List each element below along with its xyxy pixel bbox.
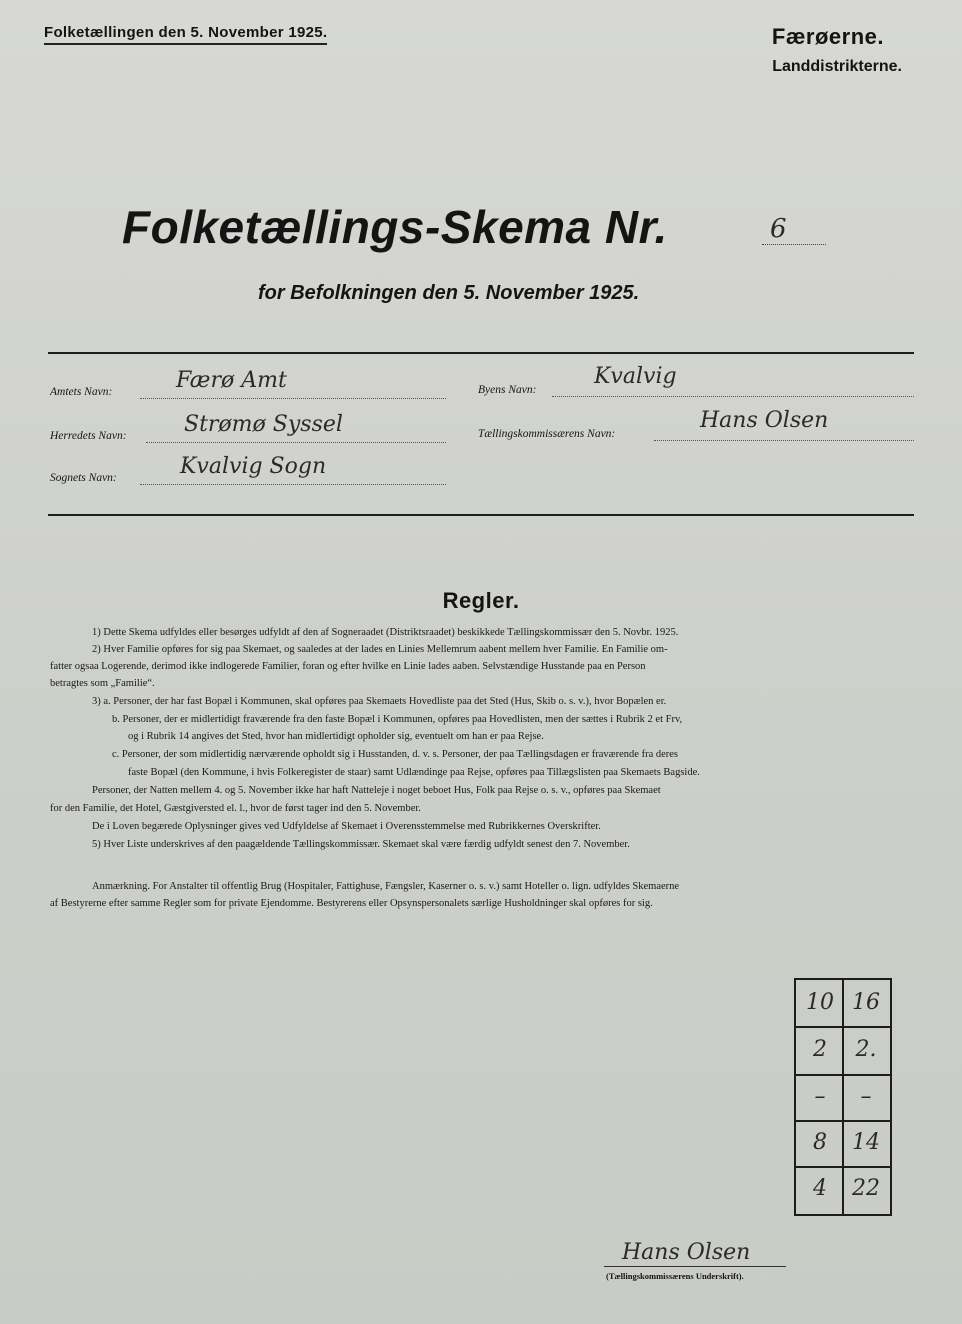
- tally-cell: 4: [813, 1176, 827, 1201]
- herred-line: [146, 442, 446, 443]
- note-line: Anmærkning. For Anstalter til offentlig Brug (Hospitaler, Fattighuse, Fængsler, Kaserner o. s. v.) samt Hoteller o. lign. udfyldes Skemaerne: [92, 881, 680, 892]
- by-value: Kvalvig: [594, 364, 677, 389]
- form-title: Folketællings-Skema Nr.: [122, 201, 668, 253]
- rule-line: Personer, der Natten mellem 4. og 5. November ikke har haft Natteleje i noget beboet Hus, Folk paa Rejse o. s. v., opføres paa Skemaet: [92, 785, 661, 796]
- bottom-divider: [48, 514, 914, 516]
- top-divider: [48, 352, 914, 354]
- amt-line: [140, 398, 446, 399]
- rule-line: 5) Hver Liste underskrives af den paagældende Tællingskommissær. Skemaet skal være færdig udfyldt senest den 7. November.: [92, 839, 630, 850]
- rule-line: faste Bopæl (den Kommune, i hvis Folkeregister de staar) samt Udlændinge paa Rejse, opføres paa Tillægslisten paa Skemaets Bagside.: [128, 767, 700, 778]
- rule-line: og i Rubrik 14 angives det Sted, hvor han midlertidigt opholder sig, eventuelt om han er paa Rejse.: [128, 731, 544, 742]
- by-line: [552, 396, 914, 397]
- signature-caption: (Tællingskommissærens Underskrift).: [606, 1271, 744, 1281]
- sogn-line: [140, 484, 446, 485]
- tally-cell: 8: [813, 1130, 827, 1155]
- census-date-header: Folketællingen den 5. November 1925.: [44, 24, 327, 45]
- tally-box: [794, 978, 892, 1216]
- amt-label: Amtets Navn:: [50, 386, 113, 398]
- amt-value: Færø Amt: [176, 368, 287, 393]
- rule-line: 2) Hver Familie opføres for sig paa Skemaet, og saaledes at der lades en Linies Mellemrum aabent mellem hver Familie. En Familie om-: [92, 644, 668, 655]
- rule-line: fatter ogsaa Logerende, derimod ikke indlogerede Familier, foran og efter hvilke en Linie lades aaben. Selvstændige Husstande paa en Person: [50, 661, 646, 672]
- by-label: Byens Navn:: [478, 384, 537, 396]
- tally-cell: 2.: [855, 1037, 877, 1062]
- district-type-header: Landdistrikterne.: [772, 58, 902, 75]
- rules-heading: Regler.: [442, 588, 520, 613]
- tally-cell: –: [860, 1084, 872, 1109]
- note-line: af Bestyrerne efter samme Regler som for private Ejendomme. Bestyrerens eller Opsynspersonalets særlige Husholdninger skal opføres for sig.: [50, 898, 653, 909]
- rule-line: 3) a. Personer, der har fast Bopæl i Kommunen, skal opføres paa Skemaets Hovedliste paa det Sted (Hus, Skib o. s. v.), hvor Bopælen er.: [92, 696, 667, 707]
- sogn-value: Kvalvig Sogn: [180, 454, 327, 479]
- rule-line: 1) Dette Skema udfyldes eller besørges udfyldt af den af Sogneraadet (Distriktsraadet) beskikkede Tællingskommissær den 5. Novbr. 1925.: [92, 627, 679, 638]
- signature-line: [604, 1266, 786, 1267]
- kommissaer-line: [654, 440, 914, 441]
- rule-line: for den Familie, det Hotel, Gæstgiversted el. l., hvor de først tager ind den 5. November.: [50, 803, 421, 814]
- kommissaer-label: Tællingskommissærens Navn:: [478, 428, 616, 440]
- tally-cell: 14: [852, 1130, 880, 1155]
- commissioner-signature: Hans Olsen: [622, 1240, 751, 1265]
- form-subtitle: for Befolkningen den 5. November 1925.: [258, 282, 640, 304]
- tally-cell: –: [814, 1084, 826, 1109]
- kommissaer-value: Hans Olsen: [700, 408, 829, 433]
- herred-value: Strømø Syssel: [184, 412, 343, 437]
- tally-cell: 2: [813, 1037, 827, 1062]
- form-number: 6: [770, 214, 787, 244]
- sogn-label: Sognets Navn:: [50, 472, 117, 484]
- tally-cell: 10: [806, 990, 834, 1015]
- herred-label: Herredets Navn:: [50, 430, 127, 442]
- tally-cell: 16: [852, 990, 880, 1015]
- rule-line: De i Loven begærede Oplysninger gives ved Udfyldelse af Skemaet i Overensstemmelse med Rubrikkernes Overskrifter.: [92, 821, 601, 832]
- rule-line: c. Personer, der som midlertidig nærværende opholdt sig i Husstanden, d. v. s. Personer, der paa Tællingsdagen er fraværende fra deres: [112, 749, 679, 760]
- region-header: Færøerne.: [771, 24, 884, 49]
- tally-cell: 22: [852, 1176, 880, 1201]
- rule-line: betragtes som „Familie“.: [50, 678, 155, 689]
- form-number-line: [762, 244, 826, 245]
- rule-line: b. Personer, der er midlertidigt fraværende fra den faste Bopæl i Kommunen, opføres paa Hovedlisten, men der sættes i Rubrik 2 et Frv,: [112, 714, 683, 725]
